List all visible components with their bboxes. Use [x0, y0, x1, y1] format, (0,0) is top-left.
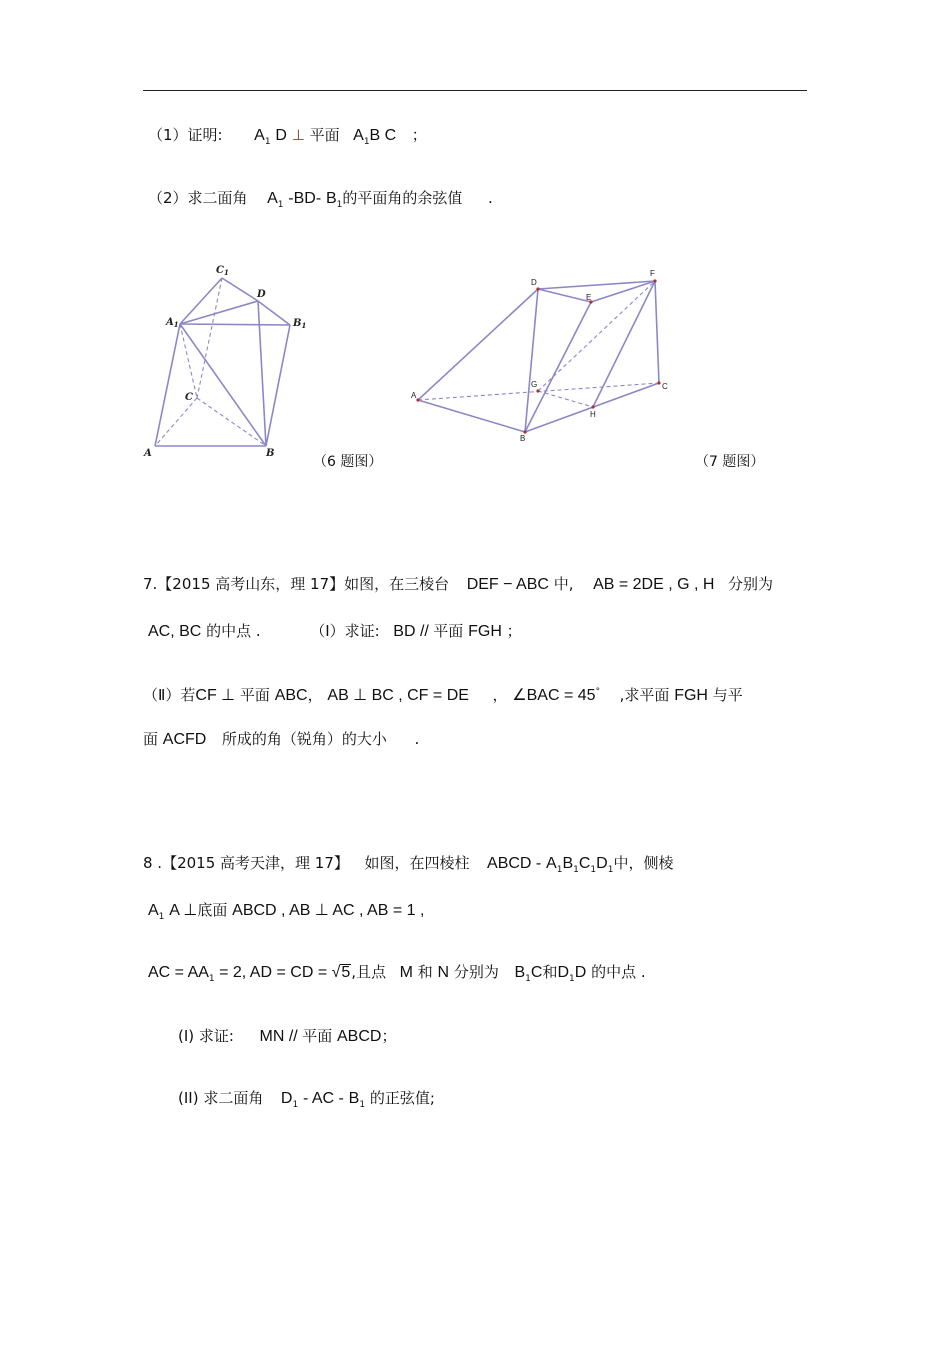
vertex-label-H7: H	[590, 410, 596, 419]
vertex-label-A: A	[144, 448, 152, 459]
q8-line3: AC = $AA_1 = 2$, AD = CD = √5,且点 M 和 N 分别为 $B_1C$和$D_1D$ 的中点 .	[148, 963, 646, 984]
vertex-label-E7: E	[586, 293, 592, 302]
vertex-label-C1: $C_1$	[216, 265, 229, 277]
vertex-label-G7: G	[531, 380, 538, 389]
vertex-label-A7: A	[411, 391, 417, 400]
q7-line1: 7.【2015 高考山东，理 17】如图，在三棱台 DEF − ABC 中, AB = 2DE , G , H 分别为	[143, 575, 774, 593]
figure-6-caption: （6 题图）	[313, 454, 383, 470]
figure-7-caption: （7 题图）	[695, 454, 765, 470]
q7-line2: AC, BC 的中点 . （Ⅰ）求证: BD // 平面 FGH ；	[148, 622, 522, 640]
vertex-label-C7: C	[662, 382, 668, 391]
figure-6-prism	[0, 0, 950, 520]
q8-line5: (II) 求二面角 $D_1$ - AC - $B_1$ 的正弦值;	[178, 1089, 435, 1110]
q8-line1: 8 .【2015 高考天津，理 17】 如图，在四棱柱 ABCD - $A_1B_1C_1D_1$中，侧棱	[143, 854, 674, 875]
q8-line2: $A_1$ A ⊥底面 ABCD , AB ⊥ AC , AB = 1 ,	[148, 901, 425, 922]
radical-sign: √	[331, 964, 341, 981]
figure-7-frustum	[416, 279, 660, 433]
q6-part1: （1）证明: $A_1$ D ⊥ 平面 $A_1B$ C ；	[148, 126, 427, 147]
q7-line3: （Ⅱ）若CF ⊥ 平面 ABC， AB ⊥ BC , CF = DE ， ∠BAC = 45° ,求平面 FGH 与平	[143, 686, 743, 704]
q8-line4: (I) 求证: MN // 平面 ABCD；	[178, 1027, 397, 1045]
part-label: （1）证明:	[148, 126, 223, 144]
vertex-label-D: D	[257, 289, 266, 300]
q7-line4: 面 ACFD 所成的角（锐角）的大小 .	[143, 730, 420, 748]
vertex-label-B: B	[266, 448, 275, 459]
vertex-label-D7: D	[531, 278, 537, 287]
vertex-label-C: C	[185, 392, 193, 403]
vertex-label-A1: $A_1$	[166, 317, 179, 329]
q6-part2: （2）求二面角 $A_1$ -BD- $B_1$的平面角的余弦值 .	[148, 189, 493, 210]
vertex-label-F7: F	[650, 269, 655, 278]
vertex-label-B7: B	[520, 434, 526, 443]
vertex-label-B1: $B_1$	[293, 318, 307, 330]
